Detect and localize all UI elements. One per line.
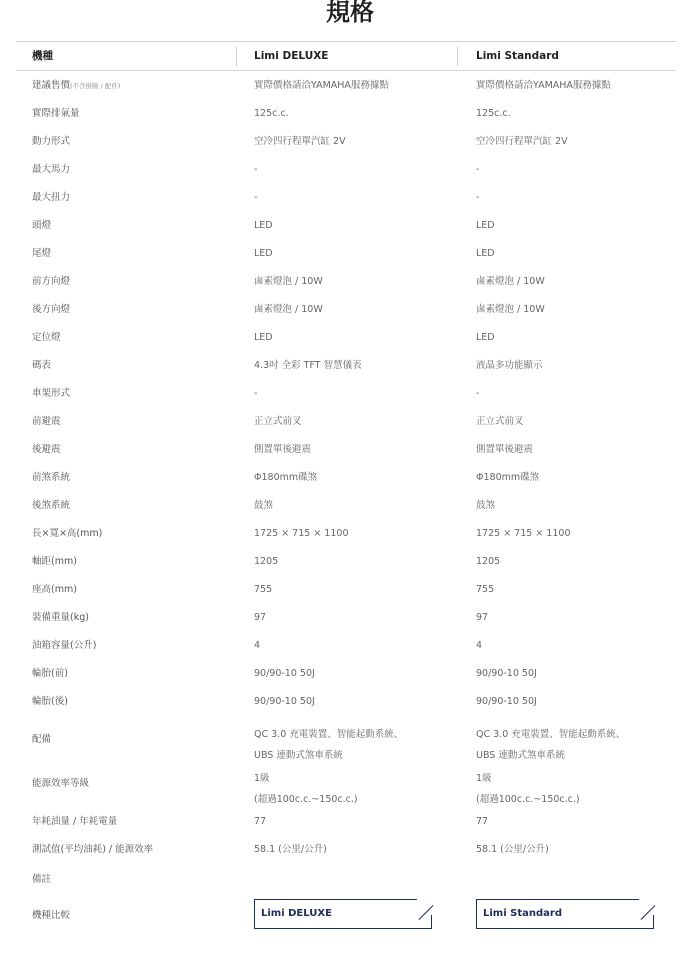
spec-label — [32, 638, 232, 654]
spec-label-text: 測試值(平均油耗) / 能源效率 — [32, 844, 154, 855]
spec-value-deluxe: 1級 (超過100c.c.~150c.c.) — [254, 773, 358, 805]
spec-label — [32, 872, 232, 888]
spec-label-text: 尾燈 — [32, 248, 52, 259]
spec-label-text: 油箱容量(公升) — [32, 640, 97, 651]
spec-label — [32, 106, 232, 122]
spec-value-standard: 1級 (超過100c.c.~150c.c.) — [476, 773, 580, 805]
spec-label-text: 後避震 — [32, 444, 61, 455]
spec-label — [32, 526, 232, 542]
spec-value-deluxe: 4 — [254, 640, 261, 651]
spec-label — [32, 302, 232, 318]
spec-value-standard: Φ180mm碟煞 — [476, 472, 540, 483]
spec-label-text: 實際排氣量 — [32, 108, 80, 119]
spec-value-deluxe: 鼓煞 — [254, 500, 274, 511]
spec-label-text: 配備 — [32, 734, 52, 745]
spec-label-text: 後煞系統 — [32, 500, 71, 511]
spec-value-deluxe: 77 — [254, 816, 267, 827]
compare-label: 機種比較 — [32, 910, 71, 921]
spec-label — [32, 358, 232, 374]
corner-notch-icon — [417, 899, 433, 915]
spec-value-standard: LED — [476, 220, 495, 231]
spec-label — [32, 694, 232, 710]
spec-value-deluxe: 4.3吋 全彩 TFT 智慧儀表 — [254, 360, 362, 371]
column-divider — [236, 47, 237, 66]
header-divider — [16, 70, 676, 71]
spec-value-standard: 97 — [476, 612, 489, 623]
spec-value-standard: 1725 × 715 × 1100 — [476, 528, 571, 539]
spec-value-deluxe: 鹵素燈泡 / 10W — [254, 276, 323, 287]
spec-value-deluxe: - — [254, 164, 258, 175]
spec-value-standard: 正立式前叉 — [476, 416, 524, 427]
compare-deluxe-button[interactable] — [254, 899, 432, 929]
spec-label — [32, 190, 232, 206]
spec-value-deluxe: 正立式前叉 — [254, 416, 302, 427]
spec-label-text: 前避震 — [32, 416, 61, 427]
spec-label-text: 座高(mm) — [32, 584, 77, 595]
spec-value-deluxe: 側置單後避震 — [254, 444, 312, 455]
spec-value-standard: 實際價格請洽YAMAHA服務據點 — [476, 80, 611, 91]
spec-value-deluxe: - — [254, 388, 258, 399]
spec-label — [32, 610, 232, 626]
spec-value-standard: 鼓煞 — [476, 500, 496, 511]
spec-value-deluxe: 1205 — [254, 556, 279, 567]
spec-label-text: 最大扭力 — [32, 192, 71, 203]
spec-label-text: 碼表 — [32, 360, 52, 371]
spec-label — [32, 78, 232, 94]
table-header — [16, 44, 676, 69]
spec-value-standard: - — [476, 192, 480, 203]
corner-notch-icon — [639, 899, 655, 915]
spec-label-text: 能源效率等級 — [32, 778, 90, 789]
spec-value-standard: 77 — [476, 816, 489, 827]
compare-row — [16, 906, 676, 926]
spec-value-deluxe: QC 3.0 充電裝置、智能起動系統、 UBS 連動式煞車系統 — [254, 729, 404, 761]
spec-value-deluxe: 90/90-10 50J — [254, 668, 315, 679]
spec-value-standard: QC 3.0 充電裝置、智能起動系統、 UBS 連動式煞車系統 — [476, 729, 626, 761]
spec-value-standard: 4 — [476, 640, 483, 651]
column-divider — [457, 47, 458, 66]
spec-label — [32, 498, 232, 514]
spec-value-deluxe: 實際價格請洽YAMAHA服務據點 — [254, 80, 389, 91]
spec-value-deluxe: 90/90-10 50J — [254, 696, 315, 707]
compare-deluxe-button-label: Limi DELUXE — [261, 908, 332, 919]
spec-value-standard: LED — [476, 332, 495, 343]
spec-value-deluxe: - — [254, 192, 258, 203]
spec-label — [32, 470, 232, 486]
spec-label-text: 輪胎(後) — [32, 696, 68, 707]
spec-label — [32, 386, 232, 402]
spec-label — [32, 414, 232, 430]
spec-value-deluxe: Φ180mm碟煞 — [254, 472, 318, 483]
spec-value-standard: 液晶多功能顯示 — [476, 360, 543, 371]
page-title: 規格 — [326, 0, 374, 26]
spec-label — [32, 666, 232, 682]
spec-value-deluxe: 58.1 (公里/公升) — [254, 844, 327, 855]
spec-value-standard: 鹵素燈泡 / 10W — [476, 276, 545, 287]
spec-label-text: 輪胎(前) — [32, 668, 68, 679]
spec-label — [32, 732, 232, 748]
spec-label — [32, 442, 232, 458]
spec-value-standard: 90/90-10 50J — [476, 696, 537, 707]
spec-value-deluxe: 755 — [254, 584, 273, 595]
spec-value-standard: 空冷四行程單汽缸 2V — [476, 136, 568, 147]
top-divider — [16, 41, 676, 42]
spec-label-note: (不含掛險 / 配件) — [70, 82, 121, 90]
spec-label-text: 動力形式 — [32, 136, 71, 147]
spec-label-text: 最大馬力 — [32, 164, 71, 175]
spec-label — [32, 162, 232, 178]
spec-label — [32, 330, 232, 346]
spec-value-standard: 755 — [476, 584, 495, 595]
spec-value-standard: - — [476, 164, 480, 175]
spec-label-text: 後方向燈 — [32, 304, 71, 315]
spec-label — [32, 246, 232, 262]
spec-value-standard: 125c.c. — [476, 108, 511, 119]
spec-label-text: 車架形式 — [32, 388, 71, 399]
spec-label-text: 年耗油量 / 年耗電量 — [32, 816, 118, 827]
spec-label-text: 前煞系統 — [32, 472, 71, 483]
spec-label — [32, 554, 232, 570]
header-model-deluxe: Limi DELUXE — [254, 50, 329, 62]
spec-value-deluxe: 97 — [254, 612, 267, 623]
spec-label-text: 備註 — [32, 874, 52, 885]
spec-value-standard: LED — [476, 248, 495, 259]
header-label: 機種 — [32, 50, 53, 62]
spec-label — [32, 274, 232, 290]
spec-value-deluxe: LED — [254, 220, 273, 231]
spec-value-deluxe: LED — [254, 248, 273, 259]
spec-value-deluxe: 1725 × 715 × 1100 — [254, 528, 349, 539]
spec-label-text: 定位燈 — [32, 332, 61, 343]
spec-value-standard: 90/90-10 50J — [476, 668, 537, 679]
spec-label-text: 裝備重量(kg) — [32, 612, 89, 623]
spec-label — [32, 842, 232, 858]
spec-label-text: 前方向燈 — [32, 276, 71, 287]
spec-value-standard: 側置單後避震 — [476, 444, 534, 455]
spec-value-deluxe: 空冷四行程單汽缸 2V — [254, 136, 346, 147]
header-model-standard: Limi Standard — [476, 50, 559, 62]
spec-label — [32, 218, 232, 234]
compare-standard-button[interactable] — [476, 899, 654, 929]
compare-standard-button-label: Limi Standard — [483, 908, 562, 919]
spec-value-deluxe: 125c.c. — [254, 108, 289, 119]
spec-label — [32, 134, 232, 150]
spec-label-text: 長×寬×高(mm) — [32, 528, 103, 539]
spec-value-standard: 58.1 (公里/公升) — [476, 844, 549, 855]
spec-label-text: 頭燈 — [32, 220, 52, 231]
spec-value-standard: 鹵素燈泡 / 10W — [476, 304, 545, 315]
spec-label — [32, 814, 232, 830]
spec-label — [32, 776, 232, 792]
spec-value-standard: - — [476, 388, 480, 399]
spec-value-deluxe: LED — [254, 332, 273, 343]
spec-label-text: 軸距(mm) — [32, 556, 77, 567]
spec-label — [32, 582, 232, 598]
spec-value-standard: 1205 — [476, 556, 501, 567]
spec-label-text: 建議售價 — [32, 80, 71, 91]
spec-value-deluxe: 鹵素燈泡 / 10W — [254, 304, 323, 315]
